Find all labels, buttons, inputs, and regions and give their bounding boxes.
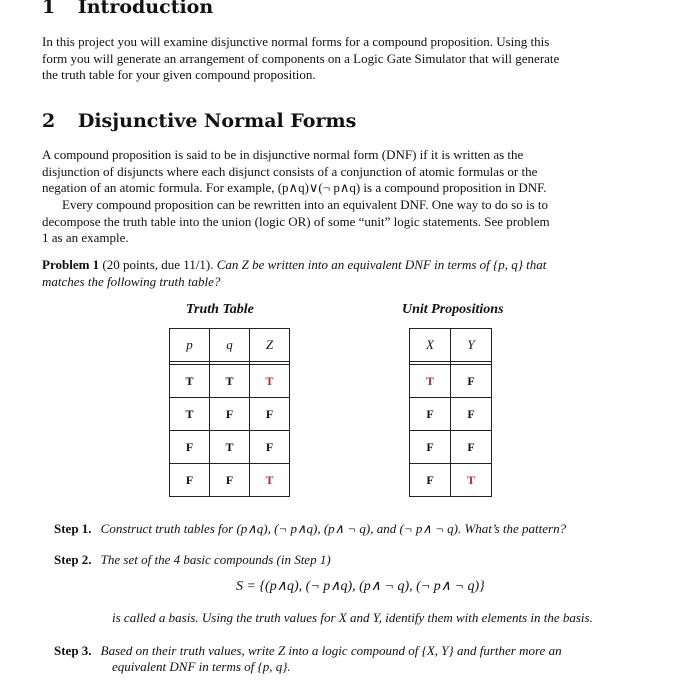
problem-1 xyxy=(42,257,642,290)
table-cell: T xyxy=(250,365,290,398)
table-cell: F xyxy=(451,365,492,398)
step-text: The set of the 4 basic compounds (in Step 1) xyxy=(100,552,331,567)
table-cell: T xyxy=(451,464,492,497)
paragraph-line: decompose the truth table into the union (logic OR) of some “unit” logic statements. See problem xyxy=(42,213,550,229)
step-text: Based on their truth values, write Z into a logic compound of {X, Y} and further more an xyxy=(100,643,562,658)
problem-question-cont: matches the following truth table? xyxy=(42,273,221,289)
table-cell: F xyxy=(170,464,210,497)
problem-points: (20 points, due 11/1). xyxy=(102,257,214,272)
step-1 xyxy=(54,518,684,537)
table-cell: F xyxy=(210,398,250,431)
table-cell: T xyxy=(170,365,210,398)
step-label: Step 2. xyxy=(54,552,92,567)
section-1-paragraph xyxy=(42,34,642,84)
section-2-paragraph-1 xyxy=(42,147,642,197)
section-1-title: Introduction xyxy=(77,0,214,18)
table-header: p xyxy=(170,329,210,362)
paragraph-line: A compound proposition is said to be in disjunctive normal form (DNF) if it is written as the xyxy=(42,147,524,162)
problem-label: Problem 1 xyxy=(42,257,100,272)
table-cell: T xyxy=(410,365,451,398)
table-cell: T xyxy=(210,431,250,464)
truth-table-title: Truth Table xyxy=(186,302,254,317)
table-cell: F xyxy=(410,398,451,431)
section-2-heading xyxy=(42,110,356,132)
table-cell: F xyxy=(210,464,250,497)
section-1-number: 1 xyxy=(42,0,56,18)
section-2-number: 2 xyxy=(42,110,56,132)
section-2-paragraph-2 xyxy=(42,197,642,247)
step-2-continuation: is called a basis. Using the truth values for X and Y, identify them with elements in the basis. xyxy=(112,610,593,625)
table-cell: T xyxy=(250,464,290,497)
table-cell: F xyxy=(410,431,451,464)
table-cell: F xyxy=(451,398,492,431)
table-header: X xyxy=(410,329,451,362)
paragraph-line: the truth table for your given compound proposition. xyxy=(42,67,316,82)
table-cell: F xyxy=(250,431,290,464)
step-2 xyxy=(54,549,684,568)
table-header: q xyxy=(210,329,250,362)
table-cell: F xyxy=(451,431,492,464)
paragraph-line: negation of an atomic formula. For example, (p∧q)∨(¬ p∧q) is a compound proposition in DNF. xyxy=(42,180,547,195)
table-header: Y xyxy=(451,329,492,362)
step-label: Step 1. xyxy=(54,521,92,536)
paragraph-line: Every compound proposition can be rewritten into an equivalent DNF. One way to do so is to xyxy=(62,197,549,212)
paragraph-line: 1 as an example. xyxy=(42,230,129,245)
paragraph-line: In this project you will examine disjunctive normal forms for a compound proposition. Using this xyxy=(42,34,550,49)
unit-propositions-table xyxy=(409,328,492,497)
basis-formula: S = {(p∧q), (¬ p∧q), (p∧ ¬ q), (¬ p∧ ¬ q)} xyxy=(236,579,485,594)
table-cell: F xyxy=(170,431,210,464)
table-cell: F xyxy=(410,464,451,497)
paragraph-line: form you will generate an arrangement of components on a Logic Gate Simulator that will generate xyxy=(42,50,560,66)
step-label: Step 3. xyxy=(54,643,92,658)
table-header: Z xyxy=(250,329,290,362)
step-3 xyxy=(54,640,684,675)
truth-table xyxy=(169,328,290,497)
section-1-heading xyxy=(42,0,213,18)
unit-table-title: Unit Propositions xyxy=(402,302,504,317)
step-text: Construct truth tables for (p∧q), (¬ p∧q), (p∧ ¬ q), and (¬ p∧ ¬ q). What’s the pattern? xyxy=(100,521,567,536)
table-cell: T xyxy=(210,365,250,398)
section-2-title: Disjunctive Normal Forms xyxy=(77,110,357,132)
problem-question: Can Z be written into an equivalent DNF in terms of {p, q} that xyxy=(216,257,547,272)
step-text: equivalent DNF in terms of {p, q}. xyxy=(112,659,291,674)
paragraph-line: disjunction of disjuncts where each disjunct consists of a conjunction of atomic formulas or the xyxy=(42,163,538,179)
table-cell: F xyxy=(250,398,290,431)
table-cell: T xyxy=(170,398,210,431)
